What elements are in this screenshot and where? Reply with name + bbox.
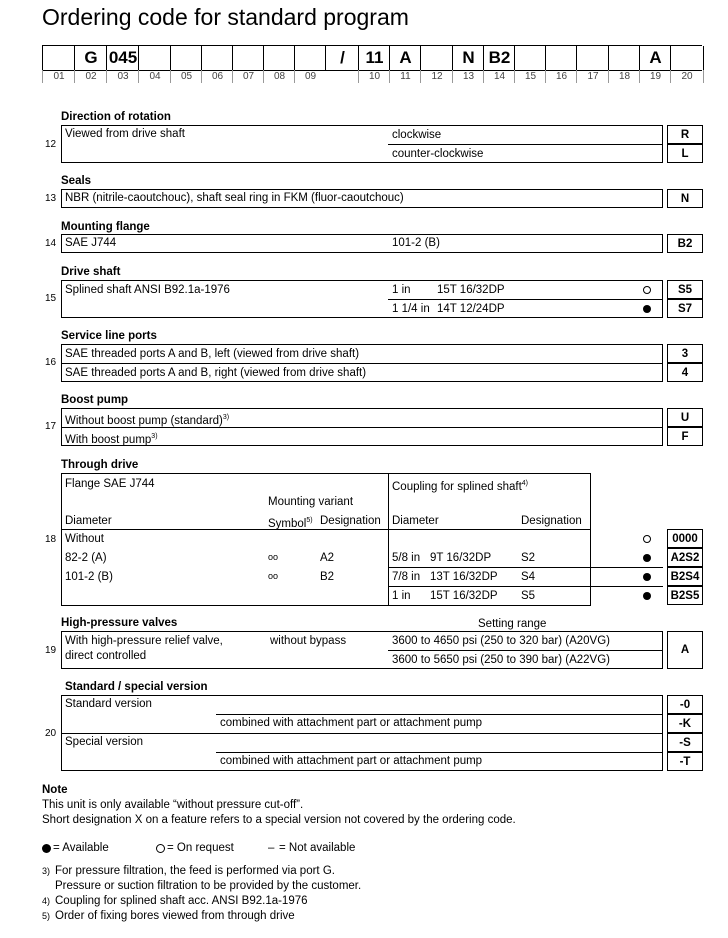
version-standard-combined: combined with attachment part or attachment pump — [220, 717, 483, 729]
through-designation: B2 — [320, 571, 335, 583]
code-cell: A — [639, 46, 671, 70]
through-code: 0000 — [667, 529, 703, 548]
legend-dash: – — [268, 842, 275, 854]
code-cell — [514, 46, 546, 70]
note-line-2: Short designation X on a feature refers to a special version not covered by the ordering code. — [42, 814, 516, 826]
ports-right: SAE threaded ports A and B, right (viewed from drive shaft) — [65, 367, 367, 379]
position-number: 14 — [483, 70, 515, 83]
shaft-spline-1: 15T 16/32DP — [437, 284, 505, 296]
on-request-icon — [643, 286, 651, 294]
coupling-designation: S5 — [521, 590, 536, 602]
position-number: 10 — [358, 70, 390, 83]
coupling-size: 1 in — [392, 590, 411, 602]
code-cell: G — [74, 46, 107, 70]
code-cell: A — [389, 46, 421, 70]
col-designation: Designation — [320, 515, 381, 527]
seals-label: NBR (nitrile-caoutchouc), shaft seal ring in FKM (fluor-caoutchouc) — [65, 192, 404, 204]
code-cell — [138, 46, 171, 70]
position-number: 11 — [389, 70, 421, 83]
section-rotation-title: Direction of rotation — [61, 111, 171, 123]
section-hpv-title: High-pressure valves — [61, 617, 178, 629]
hpv-index: 19 — [45, 645, 57, 656]
code-cell: / — [325, 46, 359, 70]
rotation-label: Viewed from drive shaft — [65, 128, 185, 140]
hpv-bypass: without bypass — [270, 635, 347, 647]
legend-not-available: = Not available — [279, 842, 356, 854]
position-number: 13 — [452, 70, 484, 83]
code-K: -K — [667, 714, 703, 733]
through-index: 18 — [45, 534, 57, 545]
code-cell — [294, 46, 326, 70]
shaft-label: Splined shaft ANSI B92.1a-1976 — [65, 284, 230, 296]
code-R: R — [667, 125, 703, 144]
shaft-spline-2: 14T 12/24DP — [437, 303, 505, 315]
section-boost-title: Boost pump — [61, 394, 129, 406]
page-title: Ordering code for standard program — [42, 4, 409, 30]
code-A: A — [667, 631, 703, 669]
position-number: 02 — [74, 70, 107, 83]
coupling-size: 7/8 in — [392, 571, 421, 583]
boost-with: With boost pump$^{3)}$ — [65, 433, 158, 446]
footnote-5-num: 5) — [42, 911, 51, 921]
position-number: 08 — [263, 70, 295, 83]
mounting-variant-label: Mounting variant — [268, 496, 354, 508]
on-request-icon — [156, 844, 165, 853]
position-number: 20 — [670, 70, 704, 83]
code-3: 3 — [667, 344, 703, 363]
through-flange: Without — [65, 533, 104, 545]
code-cell — [263, 46, 295, 70]
through-code: A2S2 — [667, 548, 703, 567]
code-cell — [232, 46, 264, 70]
code-L: L — [667, 144, 703, 163]
footnote-3b: Pressure or suction filtration to be provided by the customer. — [55, 880, 362, 892]
position-number: 05 — [170, 70, 202, 83]
code-cell: 045 — [106, 46, 139, 70]
code-F: F — [667, 427, 703, 446]
note-title: Note — [42, 784, 68, 796]
hpv-label-1: With high-pressure relief valve, — [65, 635, 223, 647]
code-S: -S — [667, 733, 703, 752]
setting-range-label: Setting range — [478, 618, 547, 630]
position-number: 09 — [294, 70, 326, 83]
position-number: 03 — [106, 70, 139, 83]
code-cell — [670, 46, 704, 70]
available-icon — [42, 844, 51, 853]
code-B2: B2 — [667, 234, 703, 253]
position-numbers — [42, 70, 702, 84]
flange-box — [61, 234, 663, 253]
footnote-3: For pressure filtration, the feed is performed via port G. — [55, 865, 335, 877]
legend-available: = Available — [53, 842, 109, 854]
footnote-5: Order of fixing bores viewed from through drive — [55, 910, 295, 922]
position-number: 12 — [420, 70, 453, 83]
flange-index: 14 — [45, 238, 57, 249]
legend-on-request: = On request — [167, 842, 234, 854]
coupling-spline: 13T 16/32DP — [430, 571, 498, 583]
coupling-designation: S2 — [521, 552, 536, 564]
flange-value: 101-2 (B) — [392, 237, 440, 249]
col-symbol: Symbol$^{5)}$ — [268, 517, 313, 530]
note-line-1: This unit is only available “without pressure cut-off”. — [42, 799, 304, 811]
position-number: 07 — [232, 70, 264, 83]
rotation-option-ccw: counter-clockwise — [392, 148, 484, 160]
section-through-title: Through drive — [61, 459, 139, 471]
code-cell: N — [452, 46, 484, 70]
position-number: 18 — [608, 70, 640, 83]
position-number: 19 — [639, 70, 671, 83]
through-designation: A2 — [320, 552, 335, 564]
coupling-designation: S4 — [521, 571, 536, 583]
seals-index: 13 — [45, 193, 57, 204]
code-S5: S5 — [667, 280, 703, 299]
section-shaft-title: Drive shaft — [61, 266, 121, 278]
shaft-size-1: 1 in — [392, 284, 411, 296]
available-icon — [643, 305, 651, 313]
rotation-index: 12 — [45, 139, 57, 150]
code-T: -T — [667, 752, 703, 771]
version-standard: Standard version — [65, 698, 152, 710]
section-seals-title: Seals — [61, 175, 92, 187]
position-number: 16 — [545, 70, 577, 83]
code-cell — [170, 46, 202, 70]
ports-index: 16 — [45, 357, 57, 368]
coupling-size: 5/8 in — [392, 552, 421, 564]
footnote-4-num: 4) — [42, 896, 51, 906]
fixing-bore-symbol-icon: oo — [268, 571, 279, 581]
shaft-index: 15 — [45, 293, 57, 304]
boost-index: 17 — [45, 421, 57, 432]
coupling-spline: 9T 16/32DP — [430, 552, 492, 564]
through-code: B2S5 — [667, 586, 703, 605]
code-cell — [545, 46, 577, 70]
col-diameter: Diameter — [65, 515, 112, 527]
code-cell — [420, 46, 453, 70]
through-coupling-label: Coupling for splined shaft$^{4)}$ — [392, 480, 529, 493]
section-ports-title: Service line ports — [61, 330, 157, 342]
position-number: 01 — [42, 70, 75, 83]
through-flange-label: Flange SAE J744 — [65, 478, 155, 490]
ordering-code-bar — [42, 45, 702, 71]
code-cell — [42, 46, 75, 70]
version-special: Special version — [65, 736, 143, 748]
code-0: -0 — [667, 695, 703, 714]
col-diameter2: Diameter — [392, 515, 439, 527]
boost-without: Without boost pump (standard)$^{3)}$ — [65, 414, 230, 427]
rotation-option-cw: clockwise — [392, 129, 442, 141]
position-number: 06 — [201, 70, 233, 83]
through-flange: 82-2 (A) — [65, 552, 107, 564]
version-special-combined: combined with attachment part or attachment pump — [220, 755, 483, 767]
hpv-range-1: 3600 to 4650 psi (250 to 320 bar) (A20VG) — [392, 635, 611, 647]
position-number: 17 — [576, 70, 609, 83]
position-number: 04 — [138, 70, 171, 83]
code-S7: S7 — [667, 299, 703, 318]
shaft-size-2: 1 1/4 in — [392, 303, 430, 315]
through-flange: 101-2 (B) — [65, 571, 113, 583]
code-U: U — [667, 408, 703, 427]
col-designation2: Designation — [521, 515, 582, 527]
through-code: B2S4 — [667, 567, 703, 586]
section-version-title: Standard / special version — [65, 681, 208, 693]
code-cell — [576, 46, 609, 70]
section-flange-title: Mounting flange — [61, 221, 150, 233]
footnote-4: Coupling for splined shaft acc. ANSI B92.1a-1976 — [55, 895, 308, 907]
code-4: 4 — [667, 363, 703, 382]
fixing-bore-symbol-icon: oo — [268, 552, 279, 562]
code-cell: B2 — [483, 46, 515, 70]
code-cell — [201, 46, 233, 70]
hpv-label-2: direct controlled — [65, 650, 147, 662]
code-N: N — [667, 189, 703, 208]
hpv-range-2: 3600 to 5650 psi (250 to 390 bar) (A22VG) — [392, 654, 611, 666]
code-cell — [608, 46, 640, 70]
ports-left: SAE threaded ports A and B, left (viewed from drive shaft) — [65, 348, 360, 360]
version-index: 20 — [45, 728, 57, 739]
coupling-spline: 15T 16/32DP — [430, 590, 498, 602]
position-number: 15 — [514, 70, 546, 83]
code-cell: 11 — [358, 46, 390, 70]
footnote-3-num: 3) — [42, 866, 51, 876]
flange-label: SAE J744 — [65, 237, 117, 249]
